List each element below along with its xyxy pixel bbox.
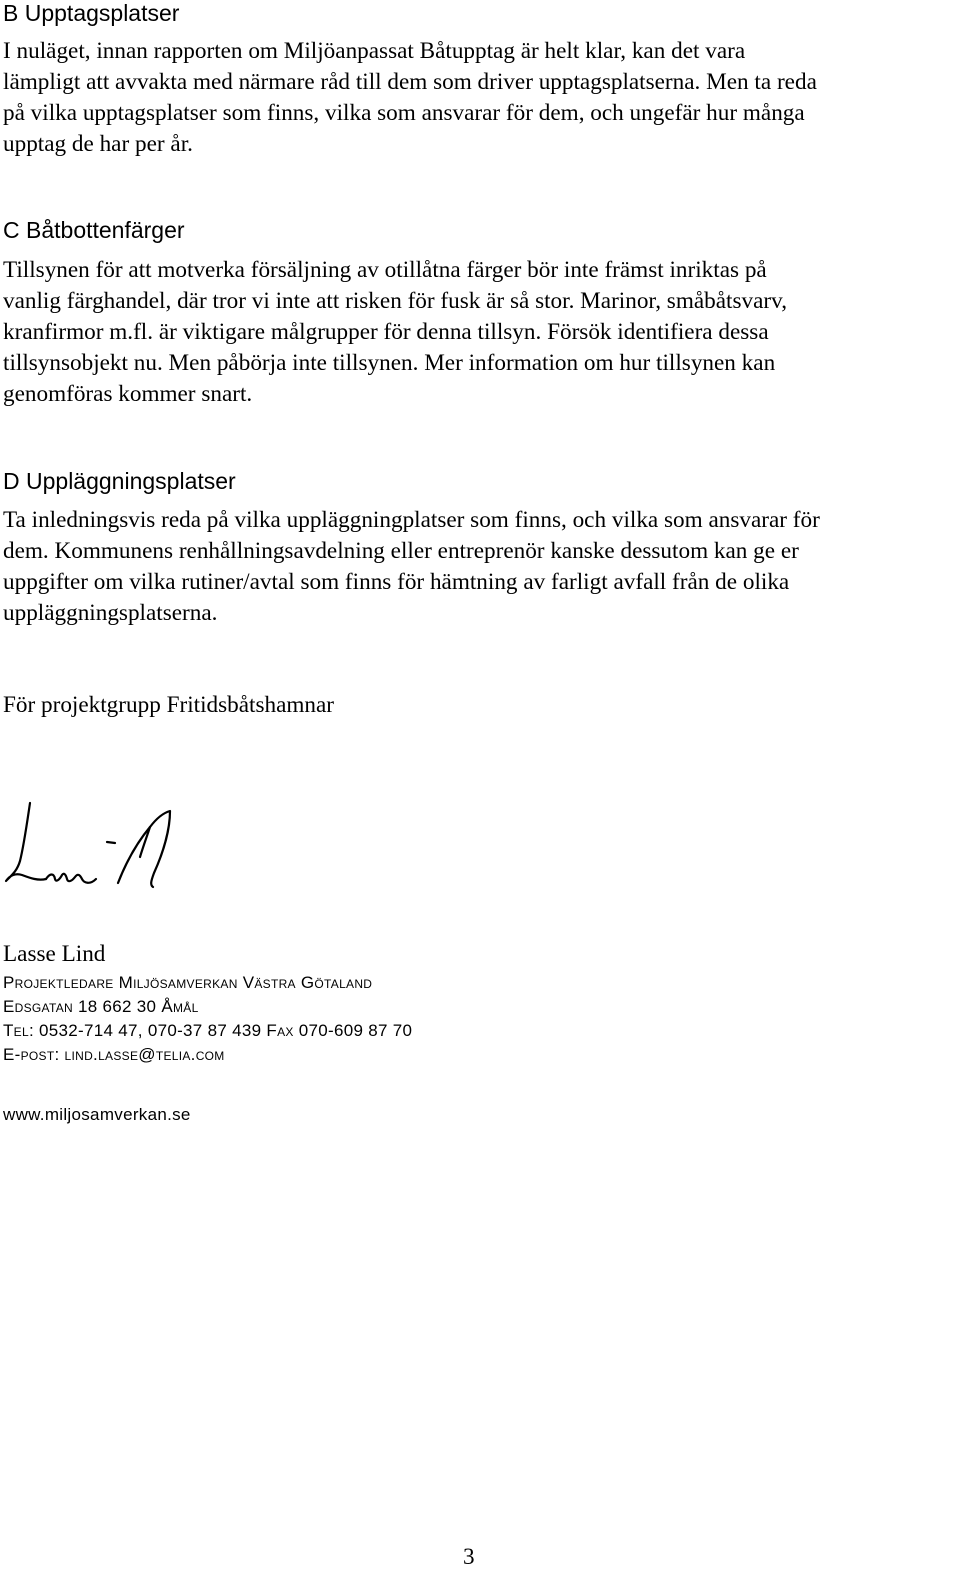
text-line: upptag de har per år.	[3, 131, 193, 157]
signer-phone: Tel: 0532-714 47, 070-37 87 439 Fax 070-609 87 70	[3, 1021, 413, 1040]
text-line: uppläggningsplatserna.	[3, 600, 218, 626]
text-line: på vilka upptagsplatser som finns, vilka som ansvarar för dem, och ungefär hur många	[3, 100, 805, 126]
text-line: genomföras kommer snart.	[3, 381, 253, 407]
text-line: lämpligt att avvakta med närmare råd till dem som driver upptagsplatserna. Men ta reda	[3, 69, 817, 95]
website-link[interactable]: www.miljosamverkan.se	[3, 1105, 191, 1124]
text-line: uppgifter om vilka rutiner/avtal som finns för hämtning av farligt avfall från de olika	[3, 569, 790, 595]
signer-email: E-post: lind.lasse@telia.com	[3, 1045, 225, 1064]
section-heading-b: B Upptagsplatser	[3, 0, 180, 26]
signer-address: Edsgatan 18 662 30 Åmål	[3, 997, 199, 1016]
section-heading-d: D Uppläggningsplatser	[3, 468, 236, 494]
text-line: I nuläget, innan rapporten om Miljöanpassat Båtupptag är helt klar, kan det vara	[3, 38, 746, 64]
text-line: vanlig färghandel, där tror vi inte att risken för fusk är så stor. Marinor, småbåtsvarv,	[3, 288, 788, 314]
signature-icon	[0, 795, 190, 895]
text-line: Ta inledningsvis reda på vilka uppläggningplatser som finns, och vilka som ansvarar för	[3, 507, 820, 533]
text-line: dem. Kommunens renhållningsavdelning eller entreprenör kanske dessutom kan ge er	[3, 538, 799, 564]
section-text-b	[3, 36, 953, 160]
signer-title: Projektledare Miljösamverkan Västra Götaland	[3, 973, 373, 992]
text-line: Tillsynen för att motverka försäljning av otillåtna färger bör inte främst inriktas på	[3, 257, 767, 283]
signer-name: Lasse Lind	[3, 941, 106, 967]
closing-line: För projektgrupp Fritidsbåtshamnar	[3, 692, 335, 718]
section-text-c	[3, 255, 953, 410]
section-text-d	[3, 505, 953, 629]
text-line: tillsynsobjekt nu. Men påbörja inte tillsynen. Mer information om hur tillsynen kan	[3, 350, 776, 376]
page-number: 3	[463, 1544, 475, 1570]
section-heading-c: C Båtbottenfärger	[3, 217, 185, 243]
text-line: kranfirmor m.fl. är viktigare målgrupper för denna tillsyn. Försök identifiera dessa	[3, 319, 769, 345]
